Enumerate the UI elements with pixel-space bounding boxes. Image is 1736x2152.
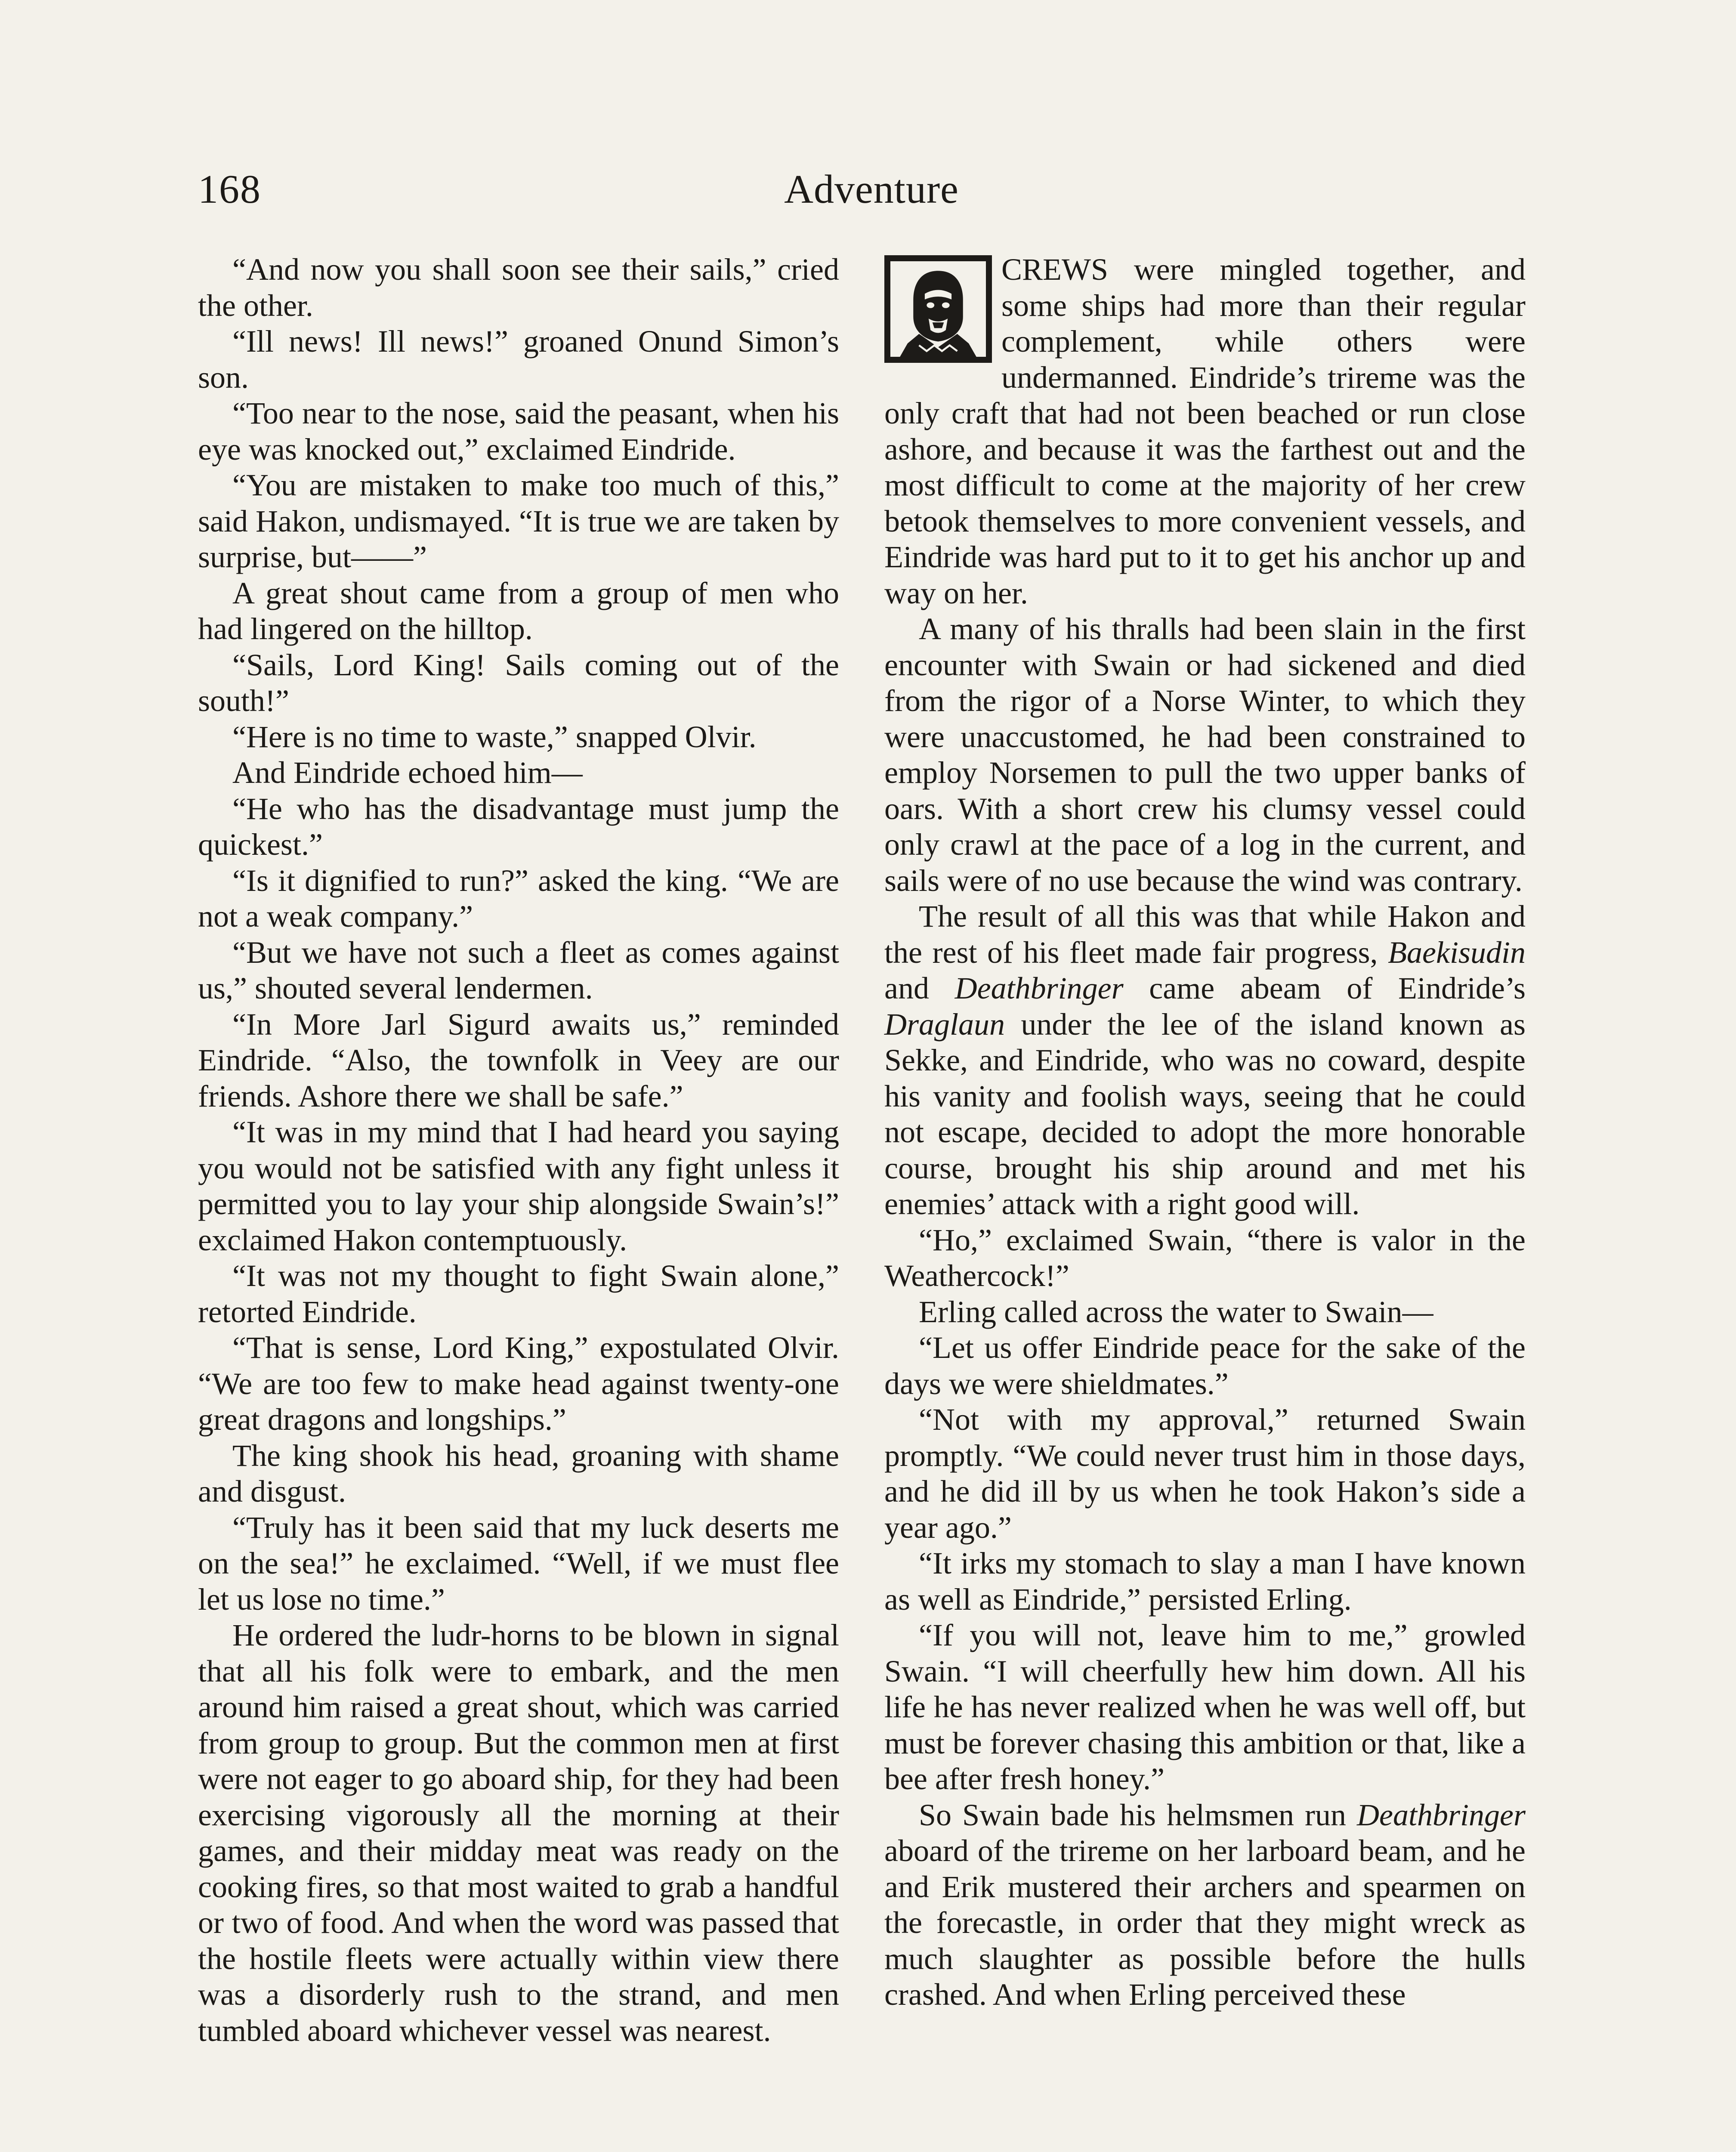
text-run: The result of all this was that while Hakon and the rest of his fleet made fair progress, xyxy=(884,899,1526,970)
paragraph: And Eindride echoed him— xyxy=(232,755,583,790)
paragraph: Erling called across the water to Swain— xyxy=(919,1294,1433,1329)
paragraph: “And now you shall soon see their sails,” cried the other. xyxy=(198,252,839,323)
paragraph xyxy=(884,1797,1526,2013)
ship-name: Baekisudin xyxy=(1388,935,1526,970)
paragraph: “Not with my approval,” returned Swain promptly. “We could never trust him in those days, and he did ill by us when he took Hakon’s side a year ago.” xyxy=(884,1402,1526,1545)
paragraph: “Here is no time to waste,” snapped Olvir. xyxy=(232,719,757,754)
paragraph: “If you will not, leave him to me,” growled Swain. “I will cheerfully hew him down. All his life he has never realized when he was well off, but must be forever chasing this ambition or that, like a bee after fresh honey.” xyxy=(884,1618,1526,1796)
ship-name: Deathbringer xyxy=(1357,1797,1526,1832)
ship-name: Draglaun xyxy=(884,1007,1005,1042)
paragraph: “But we have not such a fleet as comes against us,” shouted several lendermen. xyxy=(198,935,839,1005)
ship-name: Deathbringer xyxy=(954,971,1124,1005)
paragraph xyxy=(884,899,1526,1222)
paragraph: A many of his thralls had been slain in the first encounter with Swain or had sickened and died from the rigor of a Norse Winter, to which they were unaccustomed, he had been constrained to employ Norsemen to pull the two upper banks of oars. With a short crew his clumsy vessel could only crawl at the pace of a log in the current, and sails were of no use because the wind was contrary. xyxy=(884,612,1526,898)
text-run: and xyxy=(884,971,955,1005)
paragraph: “It was in my mind that I had heard you saying you would not be satisfied with any fight unless it permitted you to lay your ship alongside Swain’s!” exclaimed Hakon contemptuously. xyxy=(198,1115,839,1257)
page-number: 168 xyxy=(198,167,261,212)
text-run: came abeam of Eindride’s xyxy=(1123,971,1526,1005)
paragraph: “Sails, Lord King! Sails coming out of the south!” xyxy=(198,647,839,718)
paragraph: The king shook his head, groaning with shame and disgust. xyxy=(198,1438,839,1509)
paragraph: “Too near to the nose, said the peasant, when his eye was knocked out,” exclaimed Eindride. xyxy=(198,396,839,467)
paragraph: “Ill news! Ill news!” groaned Onund Simon’s son. xyxy=(198,324,839,395)
text-run: So Swain bade his helmsmen run xyxy=(919,1797,1357,1832)
viking-head-icon xyxy=(890,261,986,357)
paragraph: “It irks my stomach to slay a man I have known as well as Eindride,” persisted Erling. xyxy=(884,1546,1526,1617)
drop-cap-illustration xyxy=(884,255,992,363)
paragraph: “Is it dignified to run?” asked the king. “We are not a weak company.” xyxy=(198,863,839,934)
paragraph: “In More Jarl Sigurd awaits us,” reminded Eindride. “Also, the townfolk in Veey are our friends. Ashore there we shall be safe.” xyxy=(198,1007,839,1113)
page-header xyxy=(198,164,1545,215)
left-column xyxy=(198,252,839,2049)
paragraph: “It was not my thought to fight Swain alone,” retorted Eindride. xyxy=(198,1258,839,1329)
paragraph: A great shout came from a group of men who had lingered on the hilltop. xyxy=(198,575,839,646)
paragraph: CREWS were mingled together, and some ships had more than their regular complement, while others were undermanned. Eindride’s trireme was the only craft that had not been beached or run close ashore, and because it was the farthest out and the most difficult to come at the majority of her crew betook themselves to more convenient vessels, and Eindride was hard put to it to get his anchor up and way on her. xyxy=(884,252,1526,610)
paragraph: “Ho,” exclaimed Swain, “there is valor in the Weathercock!” xyxy=(884,1222,1526,1293)
paragraph: “You are mistaken to make too much of this,” said Hakon, undismayed. “It is true we are taken by surprise, but——” xyxy=(198,468,839,574)
paragraph: “Truly has it been said that my luck deserts me on the sea!” he exclaimed. “Well, if we must flee let us lose no time.” xyxy=(198,1510,839,1617)
text-run: aboard of the trireme on her larboard beam, and he and Erik mustered their archers and spearmen on the forecastle, in order that they might wreck as much slaughter as possible before the hulls crashed. And when Erling perceived these xyxy=(884,1834,1526,2012)
running-head: Adventure xyxy=(784,167,959,212)
paragraph: He ordered the ludr-horns to be blown in signal that all his folk were to embark, and the men around him raised a great shout, which was carried from group to group. But the common men at first were not eager to go aboard ship, for they had been exercising vigorously all the morning at their games, and their midday meat was ready on the cooking fires, so that most waited to grab a handful or two of food. And when the word was passed that the hostile fleets were actually within view there was a disorderly rush to the strand, and men tumbled aboard whichever vessel was nearest. xyxy=(198,1618,839,2048)
paragraph: “He who has the disadvantage must jump the quickest.” xyxy=(198,791,839,862)
right-column xyxy=(884,252,1526,2013)
paragraph: “Let us offer Eindride peace for the sake of the days we were shieldmates.” xyxy=(884,1330,1526,1401)
text-run: under the lee of the island known as Sekke, and Eindride, who was no coward, despite his vanity and foolish ways, seeing that he could not escape, decided to adopt the more honorable course, brought his ship around and met his enemies’ attack with a right good will. xyxy=(884,1007,1526,1221)
paragraph: “That is sense, Lord King,” expostulated Olvir. “We are too few to make head against twenty-one great dragons and longships.” xyxy=(198,1330,839,1437)
